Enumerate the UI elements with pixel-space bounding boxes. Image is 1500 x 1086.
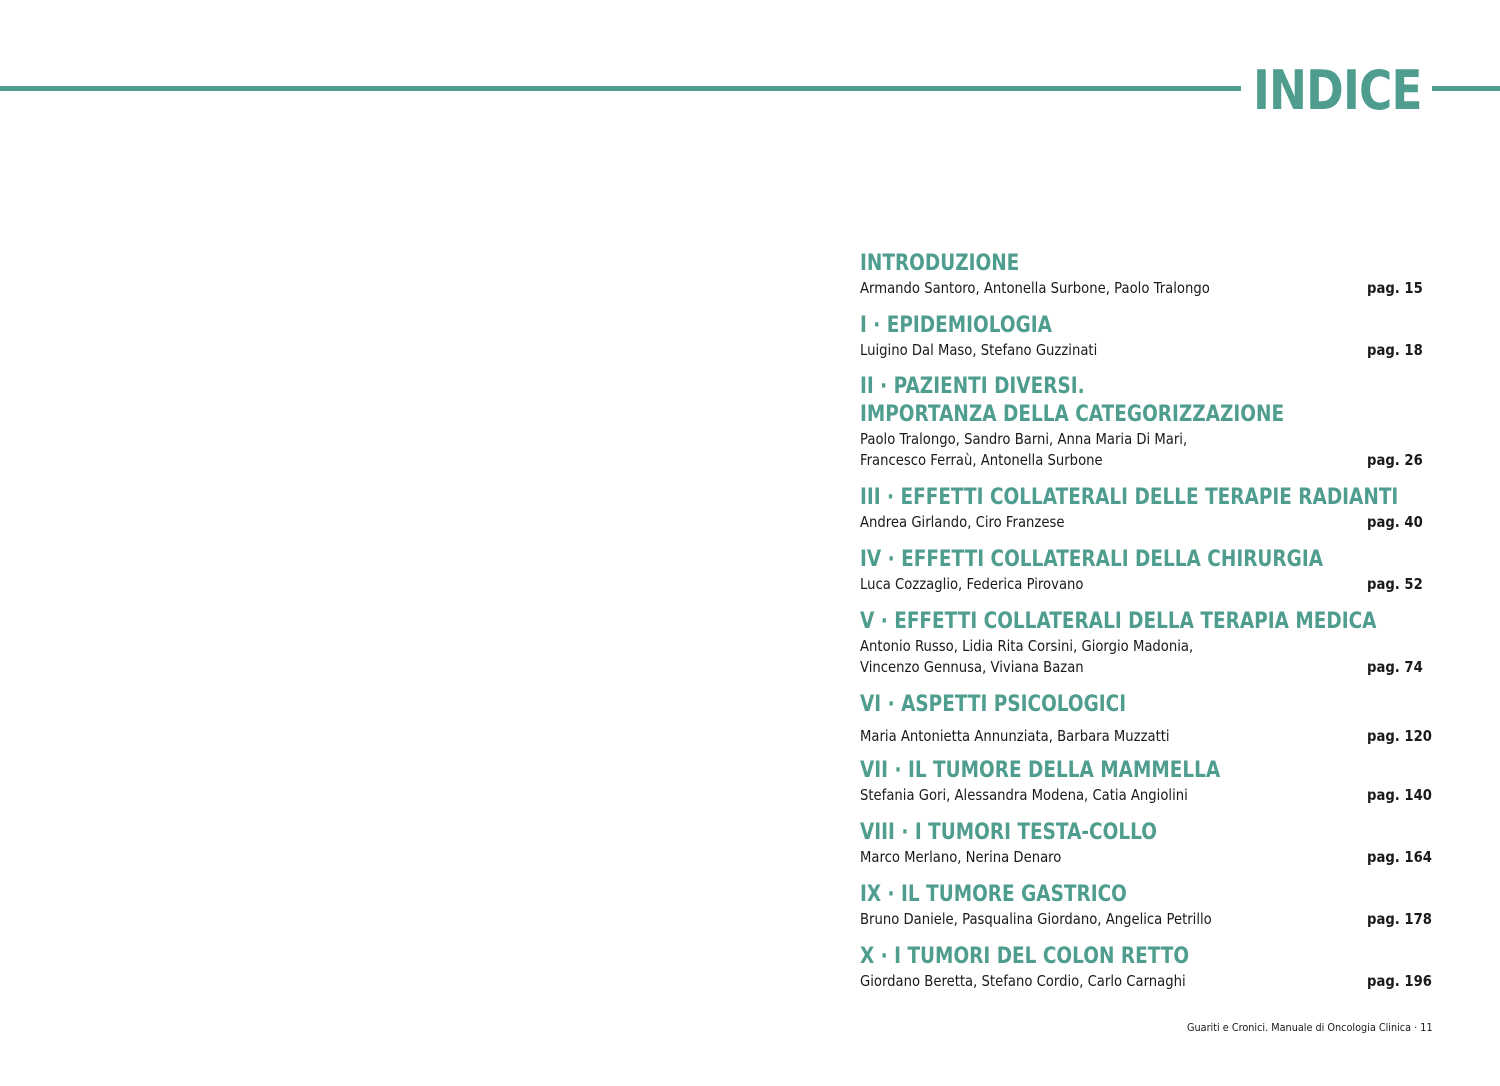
toc-entry-introduzione[interactable] (860, 250, 1425, 299)
page-number[interactable]: pag. 196 (1367, 972, 1432, 990)
chapter-authors: Antonio Russo, Lidia Rita Corsini, Giorgio Madonia, (860, 637, 1194, 655)
chapter-authors: Maria Antonietta Annunziata, Barbara Muzzatti (860, 727, 1170, 745)
page-number[interactable]: pag. 52 (1367, 575, 1423, 593)
page-number[interactable]: pag. 26 (1367, 451, 1423, 469)
page-number[interactable]: pag. 178 (1367, 910, 1432, 928)
page-number[interactable]: pag. 164 (1367, 848, 1432, 866)
chapter-title[interactable]: V · EFFETTI COLLATERALI DELLA TERAPIA MEDICA (860, 609, 1377, 634)
page-footer: Guariti e Cronici. Manuale di Oncologia Clinica · 11 (1187, 1021, 1433, 1034)
toc-entry-terapie-radianti[interactable] (860, 484, 1425, 533)
chapter-title[interactable]: VIII · I TUMORI TESTA-COLLO (860, 820, 1157, 845)
toc-entry-pazienti-diversi[interactable] (860, 373, 1425, 471)
toc-entry-chirurgia[interactable] (860, 546, 1425, 595)
chapter-title[interactable]: III · EFFETTI COLLATERALI DELLE TERAPIE RADIANTI (860, 485, 1399, 510)
page-number[interactable]: pag. 74 (1367, 658, 1423, 676)
chapter-title[interactable]: X · I TUMORI DEL COLON RETTO (860, 944, 1190, 969)
toc-entry-aspetti-psicologici[interactable] (860, 691, 1432, 747)
chapter-authors: Paolo Tralongo, Sandro Barni, Anna Maria Di Mari, (860, 430, 1188, 448)
chapter-authors: Luca Cozzaglio, Federica Pirovano (860, 575, 1084, 593)
page-title: INDICE (1253, 59, 1422, 122)
toc-entry-gastrico[interactable] (860, 881, 1432, 930)
chapter-title[interactable]: IV · EFFETTI COLLATERALI DELLA CHIRURGIA (860, 547, 1324, 572)
toc-entry-mammella[interactable] (860, 757, 1432, 806)
chapter-title-line-2[interactable]: IMPORTANZA DELLA CATEGORIZZAZIONE (860, 402, 1285, 427)
chapter-title[interactable]: VII · IL TUMORE DELLA MAMMELLA (860, 758, 1221, 783)
toc-entry-epidemiologia[interactable] (860, 312, 1425, 361)
chapter-authors: Giordano Beretta, Stefano Cordio, Carlo Carnaghi (860, 972, 1186, 990)
page-number[interactable]: pag. 18 (1367, 341, 1423, 359)
chapter-authors: Andrea Girlando, Ciro Franzese (860, 513, 1065, 531)
chapter-title[interactable]: IX · IL TUMORE GASTRICO (860, 882, 1127, 907)
toc-entry-testa-collo[interactable] (860, 819, 1432, 868)
page-number[interactable]: pag. 140 (1367, 786, 1432, 804)
chapter-title[interactable]: II · PAZIENTI DIVERSI. (860, 374, 1085, 399)
chapter-authors-line-2: Francesco Ferraù, Antonella Surbone (860, 451, 1103, 469)
chapter-title[interactable]: I · EPIDEMIOLOGIA (860, 313, 1052, 338)
header-rule-left (0, 86, 1241, 91)
chapter-authors: Luigino Dal Maso, Stefano Guzzinati (860, 341, 1098, 359)
page-number[interactable]: pag. 120 (1367, 727, 1432, 745)
page-number[interactable]: pag. 15 (1367, 279, 1423, 297)
header-rule-right (1432, 86, 1500, 91)
chapter-authors-line-2: Vincenzo Gennusa, Viviana Bazan (860, 658, 1084, 676)
toc-entry-colon-retto[interactable] (860, 943, 1432, 992)
chapter-authors: Marco Merlano, Nerina Denaro (860, 848, 1062, 866)
page-number[interactable]: pag. 40 (1367, 513, 1423, 531)
toc-entry-terapia-medica[interactable] (860, 608, 1425, 678)
chapter-title[interactable]: INTRODUZIONE (860, 251, 1020, 276)
chapter-title[interactable]: VI · ASPETTI PSICOLOGICI (860, 692, 1127, 717)
chapter-authors: Bruno Daniele, Pasqualina Giordano, Angelica Petrillo (860, 910, 1212, 928)
chapter-authors: Armando Santoro, Antonella Surbone, Paolo Tralongo (860, 279, 1210, 297)
chapter-authors: Stefania Gori, Alessandra Modena, Catia Angiolini (860, 786, 1188, 804)
